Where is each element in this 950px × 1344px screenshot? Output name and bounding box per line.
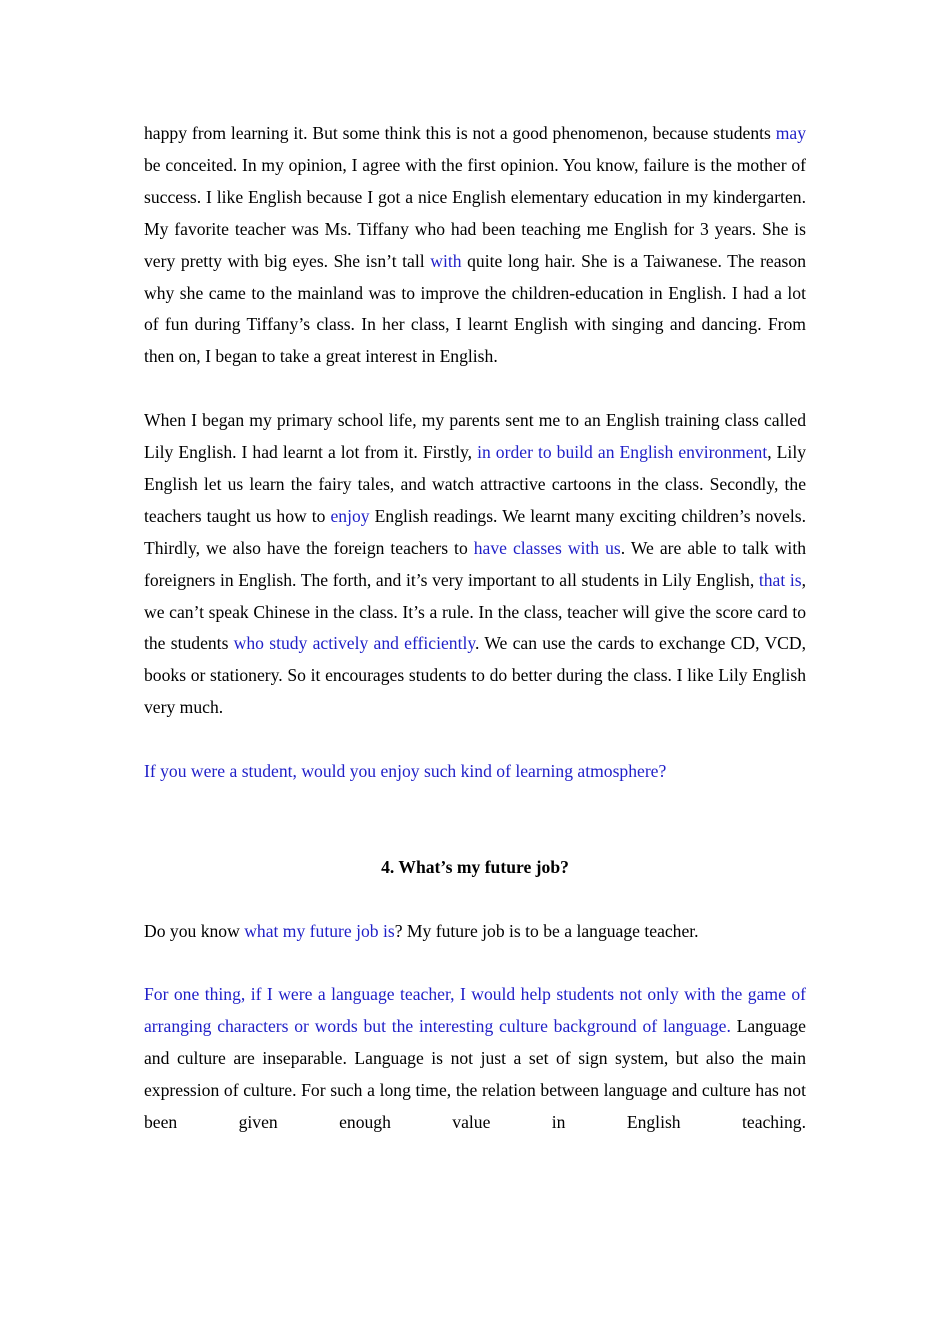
highlighted-question: If you were a student, would you enjoy such kind of learning atmosphere? xyxy=(144,761,667,782)
highlighted-phrase: with xyxy=(430,250,462,271)
paragraph-spacer xyxy=(144,724,806,756)
text-run: quite long hair. She is a Taiwanese. The reason why she came to the mainland was to improve the children-education in English. I had a lot of fun during Tiffany’s class. In her class, I learnt English with singing and dancing. From then on, I began to take a great interest in English. xyxy=(144,250,806,367)
highlighted-phrase: in order to build an English environment xyxy=(477,442,768,463)
paragraph-kindergarten xyxy=(144,118,806,373)
paragraph-lily-english xyxy=(144,405,806,724)
document-page xyxy=(144,118,806,1139)
text-run: , Lily English let us learn the fairy tales, and watch attractive cartoons in the class. Secondly, the teachers taught us how to xyxy=(144,442,807,526)
text-run: Do you know xyxy=(144,920,245,941)
paragraph-spacer xyxy=(144,948,806,980)
paragraph-question xyxy=(144,756,806,788)
highlighted-phrase: what my future job is xyxy=(244,920,395,941)
text-run: ? My future job is to be a language teacher. xyxy=(394,920,699,941)
text-run: . We are able to talk with foreigners in English. The forth, and it’s very important to all students in Lily English, xyxy=(144,537,807,590)
highlighted-phrase: that is xyxy=(758,569,802,590)
highlighted-phrase: have classes with us xyxy=(473,537,621,558)
text-run: Language and culture are inseparable. Language is not just a set of sign system, but also the main expression of culture. For such a long time, the relation between language and culture has not been given enough value in English teaching. xyxy=(144,1016,806,1133)
text-run: , we can’t speak Chinese in the class. It’s a rule. In the class, teacher will give the score card to the students xyxy=(144,569,806,654)
paragraph-spacer xyxy=(144,373,806,405)
paragraph-future-job xyxy=(144,916,806,948)
text-run: be conceited. In my opinion, I agree with the first opinion. You know, failure is the mother of success. I like English because I got a nice English elementary education in my kindergarten. My favorite teacher was Ms. Tiffany who had been teaching me English for 3 years. She is very pretty with big eyes. She isn’t tall xyxy=(144,154,806,271)
text-run: happy from learning it. But some think this is not a good phenomenon, because students xyxy=(144,123,776,143)
text-run: When I began my primary school life, my parents sent me to an English training class called Lily English. I had learnt a lot from it. Firstly, xyxy=(144,410,806,463)
text-run: . We can use the cards to exchange CD, VCD, books or stationery. So it encourages students to do better during the class. I like Lily English very much. xyxy=(144,633,807,718)
highlighted-phrase: enjoy xyxy=(330,505,370,526)
highlighted-phrase: may xyxy=(775,123,806,143)
section-spacer xyxy=(144,788,806,852)
highlighted-sentence: For one thing, if I were a language teacher, I would help students not only with the game of arranging characters or words but the interesting culture background of language. xyxy=(144,984,806,1037)
paragraph-language-teacher xyxy=(144,979,806,1139)
paragraph-spacer xyxy=(144,884,806,916)
highlighted-phrase: who study actively and efficiently xyxy=(233,633,476,654)
text-run: English readings. We learnt many exciting children’s novels. Thirdly, we also have the foreign teachers to xyxy=(144,505,806,558)
section-heading: 4. What’s my future job? xyxy=(381,856,569,877)
